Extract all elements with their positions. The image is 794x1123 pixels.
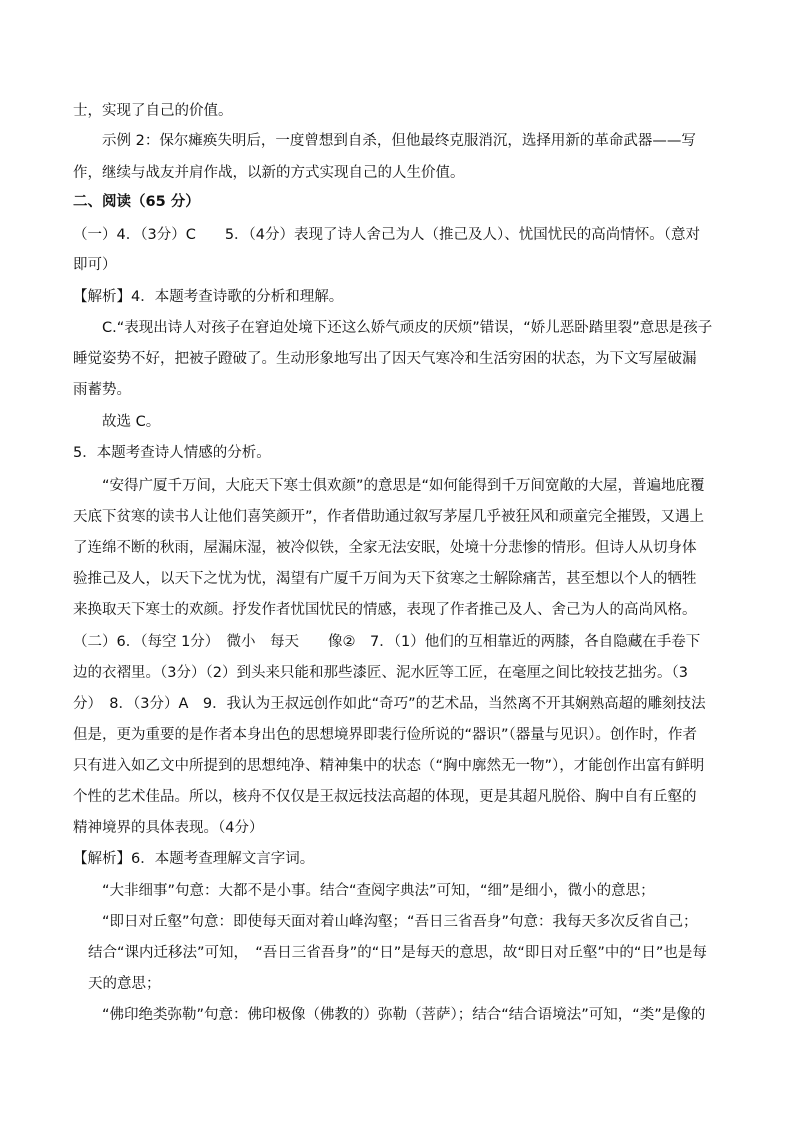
text-line: 但是，更为重要的是作者本身出色的思想境界即裴行俭所说的“器识”（器量与见识）。创作时，作者 [73, 727, 698, 743]
text-line: 了连绵不断的秋雨，屋漏床湿，被冷似铁，全家无法安眠，处境十分悲惨的情形。但诗人从切身体 [73, 540, 697, 556]
text-line: 即可） [73, 257, 117, 273]
analysis-heading: 【解析】4．本题考查诗歌的分析和理解。 [73, 289, 344, 305]
text-line: 示例 2：保尔瘫痪失明后，一度曾想到自杀，但他最终克服消沉，选择用新的革命武器——写 [102, 133, 696, 149]
text-line: 5．本题考查诗人情感的分析。 [73, 445, 271, 461]
text-line: （一）4．（3分）C 5．（4分）表现了诗人舍己为人（推己及人）、忧国忧民的高尚情怀。（意对 [73, 227, 701, 243]
text-line: 作，继续与战友并肩作战，以新的方式实现自己的人生价值。 [73, 165, 465, 181]
text-line: （二）6．（每空 1分） 微小 每天 像② 7．（1）他们的互相靠近的两膝，各自隐藏在手卷下 [73, 634, 701, 650]
text-line: “佛印绝类弥勒”句意：佛印极像（佛教的）弥勒（菩萨）；结合“结合语境法”可知，“类”是像的 [102, 1007, 706, 1023]
text-line: 士，实现了自己的价值。 [73, 103, 233, 119]
text-line: 雨蓄势。 [73, 382, 131, 398]
text-line: “即日对丘壑”句意：即使每天面对着山峰沟壑；“吾日三省吾身”句意：我每天多次反省自己； [102, 914, 698, 930]
text-line: 结合“课内迁移法”可知， “吾日三省吾身”的“日”是每天的意思，故“即日对丘壑”中的“日”也是每 [88, 945, 707, 961]
text-line: 验推己及人，以天下之忧为忧，渴望有广厦千万间为天下贫寒之士解除痛苦，甚至想以个人的牺牲 [73, 571, 697, 587]
analysis-heading: 【解析】6．本题考查理解文言字词。 [73, 851, 315, 867]
text-line: 分） 8．（3分）A 9．我认为王叔远创作如此“奇巧”的艺术品，当然离不开其娴熟高超的雕刻技法 [73, 696, 706, 712]
text-line: “安得广厦千万间，大庇天下寒士俱欢颜”的意思是“如何能得到千万间宽敞的大屋，普遍地庇覆 [102, 478, 705, 494]
text-line: 故选 C。 [102, 414, 161, 430]
text-line: 精神境界的具体表现。（4分） [73, 820, 264, 836]
text-line: 只有进入如乙文中所提到的思想纯净、精神集中的状态（“胸中廓然无一物”），才能创作出富有鲜明 [73, 758, 705, 774]
text-line: 边的衣褶里。（3分）（2）到头来只能和那些漆匠、泥水匠等工匠，在毫厘之间比较技艺拙劣。（3 [73, 665, 688, 681]
text-line: 天底下贫寒的读书人让他们喜笑颜开”，作者借助通过叙写茅屋几乎被狂风和顽童完全摧毁，又遇上 [73, 509, 705, 525]
text-line: 睡觉姿势不好，把被子蹬破了。生动形象地写出了因天气寒冷和生活穷困的状态，为下文写屋破漏 [73, 351, 697, 367]
text-line: C.“表现出诗人对孩子在窘迫处境下还这么娇气顽皮的厌烦”错误，“娇儿恶卧踏里裂”意思是孩子 [102, 320, 713, 336]
text-line: 来换取天下寒士的欢颜。抒发作者忧国忧民的情感，表现了作者推己及人、舍己为人的高尚风格。 [73, 602, 697, 618]
text-line: 个性的艺术佳品。所以，核舟不仅仅是王叔远技法高超的体现，更是其超凡脱俗、胸中自有丘壑的 [73, 789, 697, 805]
text-line: 天的意思； [88, 976, 161, 992]
section-heading: 二、阅读（65 分） [73, 194, 200, 210]
text-line: “大非细事”句意：大都不是小事。结合“查阅字典法”可知，“细”是细小，微小的意思； [102, 883, 655, 899]
